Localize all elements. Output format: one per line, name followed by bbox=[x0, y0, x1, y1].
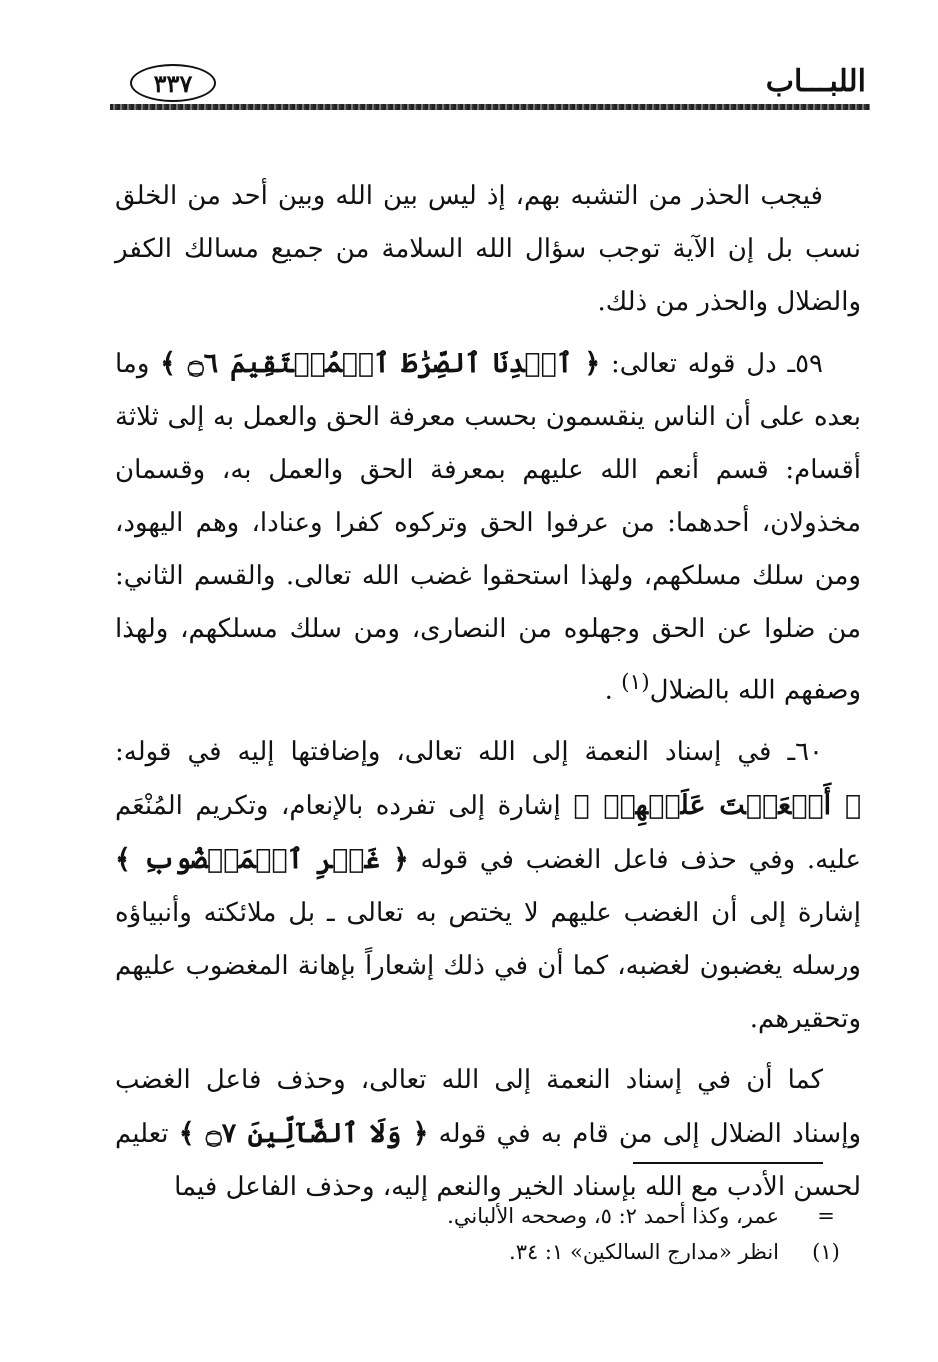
page-number: ٣٣٧ bbox=[130, 64, 216, 102]
paragraph-end: . bbox=[604, 675, 613, 706]
paragraph-text: تعليم لحسن الأدب مع الله بإسناد الخير والنعم إليه، وحذف الفاعل فيما bbox=[115, 1118, 861, 1202]
running-title: اللبـــاب bbox=[765, 64, 866, 99]
quran-verse: ﴿ ٱهۡدِنَا ٱلصِّرَٰطَ ٱلۡمُسۡتَقِيمَ ۝٦ ﴾ bbox=[160, 348, 601, 379]
paragraph-text: دل قوله تعالى: bbox=[610, 349, 777, 379]
paragraph-text: في إسناد النعمة إلى الله تعالى، وإضافتها إليه في قوله: bbox=[115, 736, 772, 767]
paragraph-text: فيجب الحذر من التشبه بهم، إذ ليس بين الله وبين أحد من الخلق نسب بل إن الآية توجب سؤال الله السلامة من جميع مسالك الكفر والضلال والحذر من ذلك. bbox=[115, 181, 861, 317]
footnote-mark: (١) bbox=[812, 1240, 840, 1264]
paragraph-text: إشارة إلى تفرده بالإنعام، وتكريم المُنْعَم عليه. وفي حذف فاعل الغضب في قوله bbox=[115, 790, 861, 875]
footnote-1 bbox=[115, 1234, 861, 1270]
paragraph-60 bbox=[115, 726, 861, 1046]
page-header bbox=[110, 58, 870, 110]
footnote-text: انظر «مدارج السالكين» ١: ٣٤. bbox=[509, 1240, 779, 1264]
header-rule bbox=[110, 104, 870, 110]
item-number: ٥٩ـ bbox=[787, 349, 824, 379]
item-number: ٦٠ـ bbox=[787, 736, 823, 767]
footnotes bbox=[115, 1198, 861, 1270]
footnote-separator bbox=[633, 1162, 823, 1164]
main-text bbox=[115, 170, 861, 1222]
paragraph-4 bbox=[115, 1054, 861, 1214]
quran-verse: ﴿ أَنۡعَمۡتَ عَلَيۡهِمۡ ﴾ bbox=[573, 789, 862, 821]
footnote-ref[interactable]: (١) bbox=[621, 670, 650, 695]
footnote-text: عمر، وكذا أحمد ٢: ٥، وصححه الألباني. bbox=[447, 1204, 779, 1228]
footnote-mark: = bbox=[817, 1204, 835, 1228]
paragraph-1 bbox=[115, 170, 861, 329]
footnote-continuation bbox=[115, 1198, 861, 1234]
paragraph-text: كما أن في إسناد النعمة إلى الله تعالى، وحذف فاعل الغضب وإسناد الضلال إلى من قام به في قوله bbox=[115, 1064, 862, 1149]
quran-verse: ﴿ غَيۡرِ ٱلۡمَغۡضُوبِ ﴾ bbox=[115, 843, 409, 875]
quran-verse: ﴿ وَلَا ٱلضَّآلِّينَ ۝٧ ﴾ bbox=[178, 1117, 429, 1149]
paragraph-59 bbox=[115, 337, 861, 718]
paragraph-text: إشارة إلى أن الغضب عليهم لا يختص به تعالى ـ بل ملائكته وأنبياؤه ورسله يغضبون لغضبه، كما أن في ذلك إشعاراً بإهانة المغضوب عليهم وتحقيرهم. bbox=[115, 897, 861, 1034]
paragraph-text: وما بعده على أن الناس ينقسمون بحسب معرفة الحق والعمل به إلى ثلاثة أقسام: قسم أنعم الله عليهم بمعرفة الحق والعمل به، وقسمان مخذولان، أحدهما: من عرفوا الحق وتركوه كفرا وعنادا، وهم اليهود، ومن سلك مسلكهم، ولهذا استحقوا غضب الله تعالى. والقسم الثاني: من ضلوا عن الحق وجهلوه من النصارى، ومن سلك مسلكهم، ولهذا وصفهم الله بالضلال bbox=[115, 349, 861, 706]
